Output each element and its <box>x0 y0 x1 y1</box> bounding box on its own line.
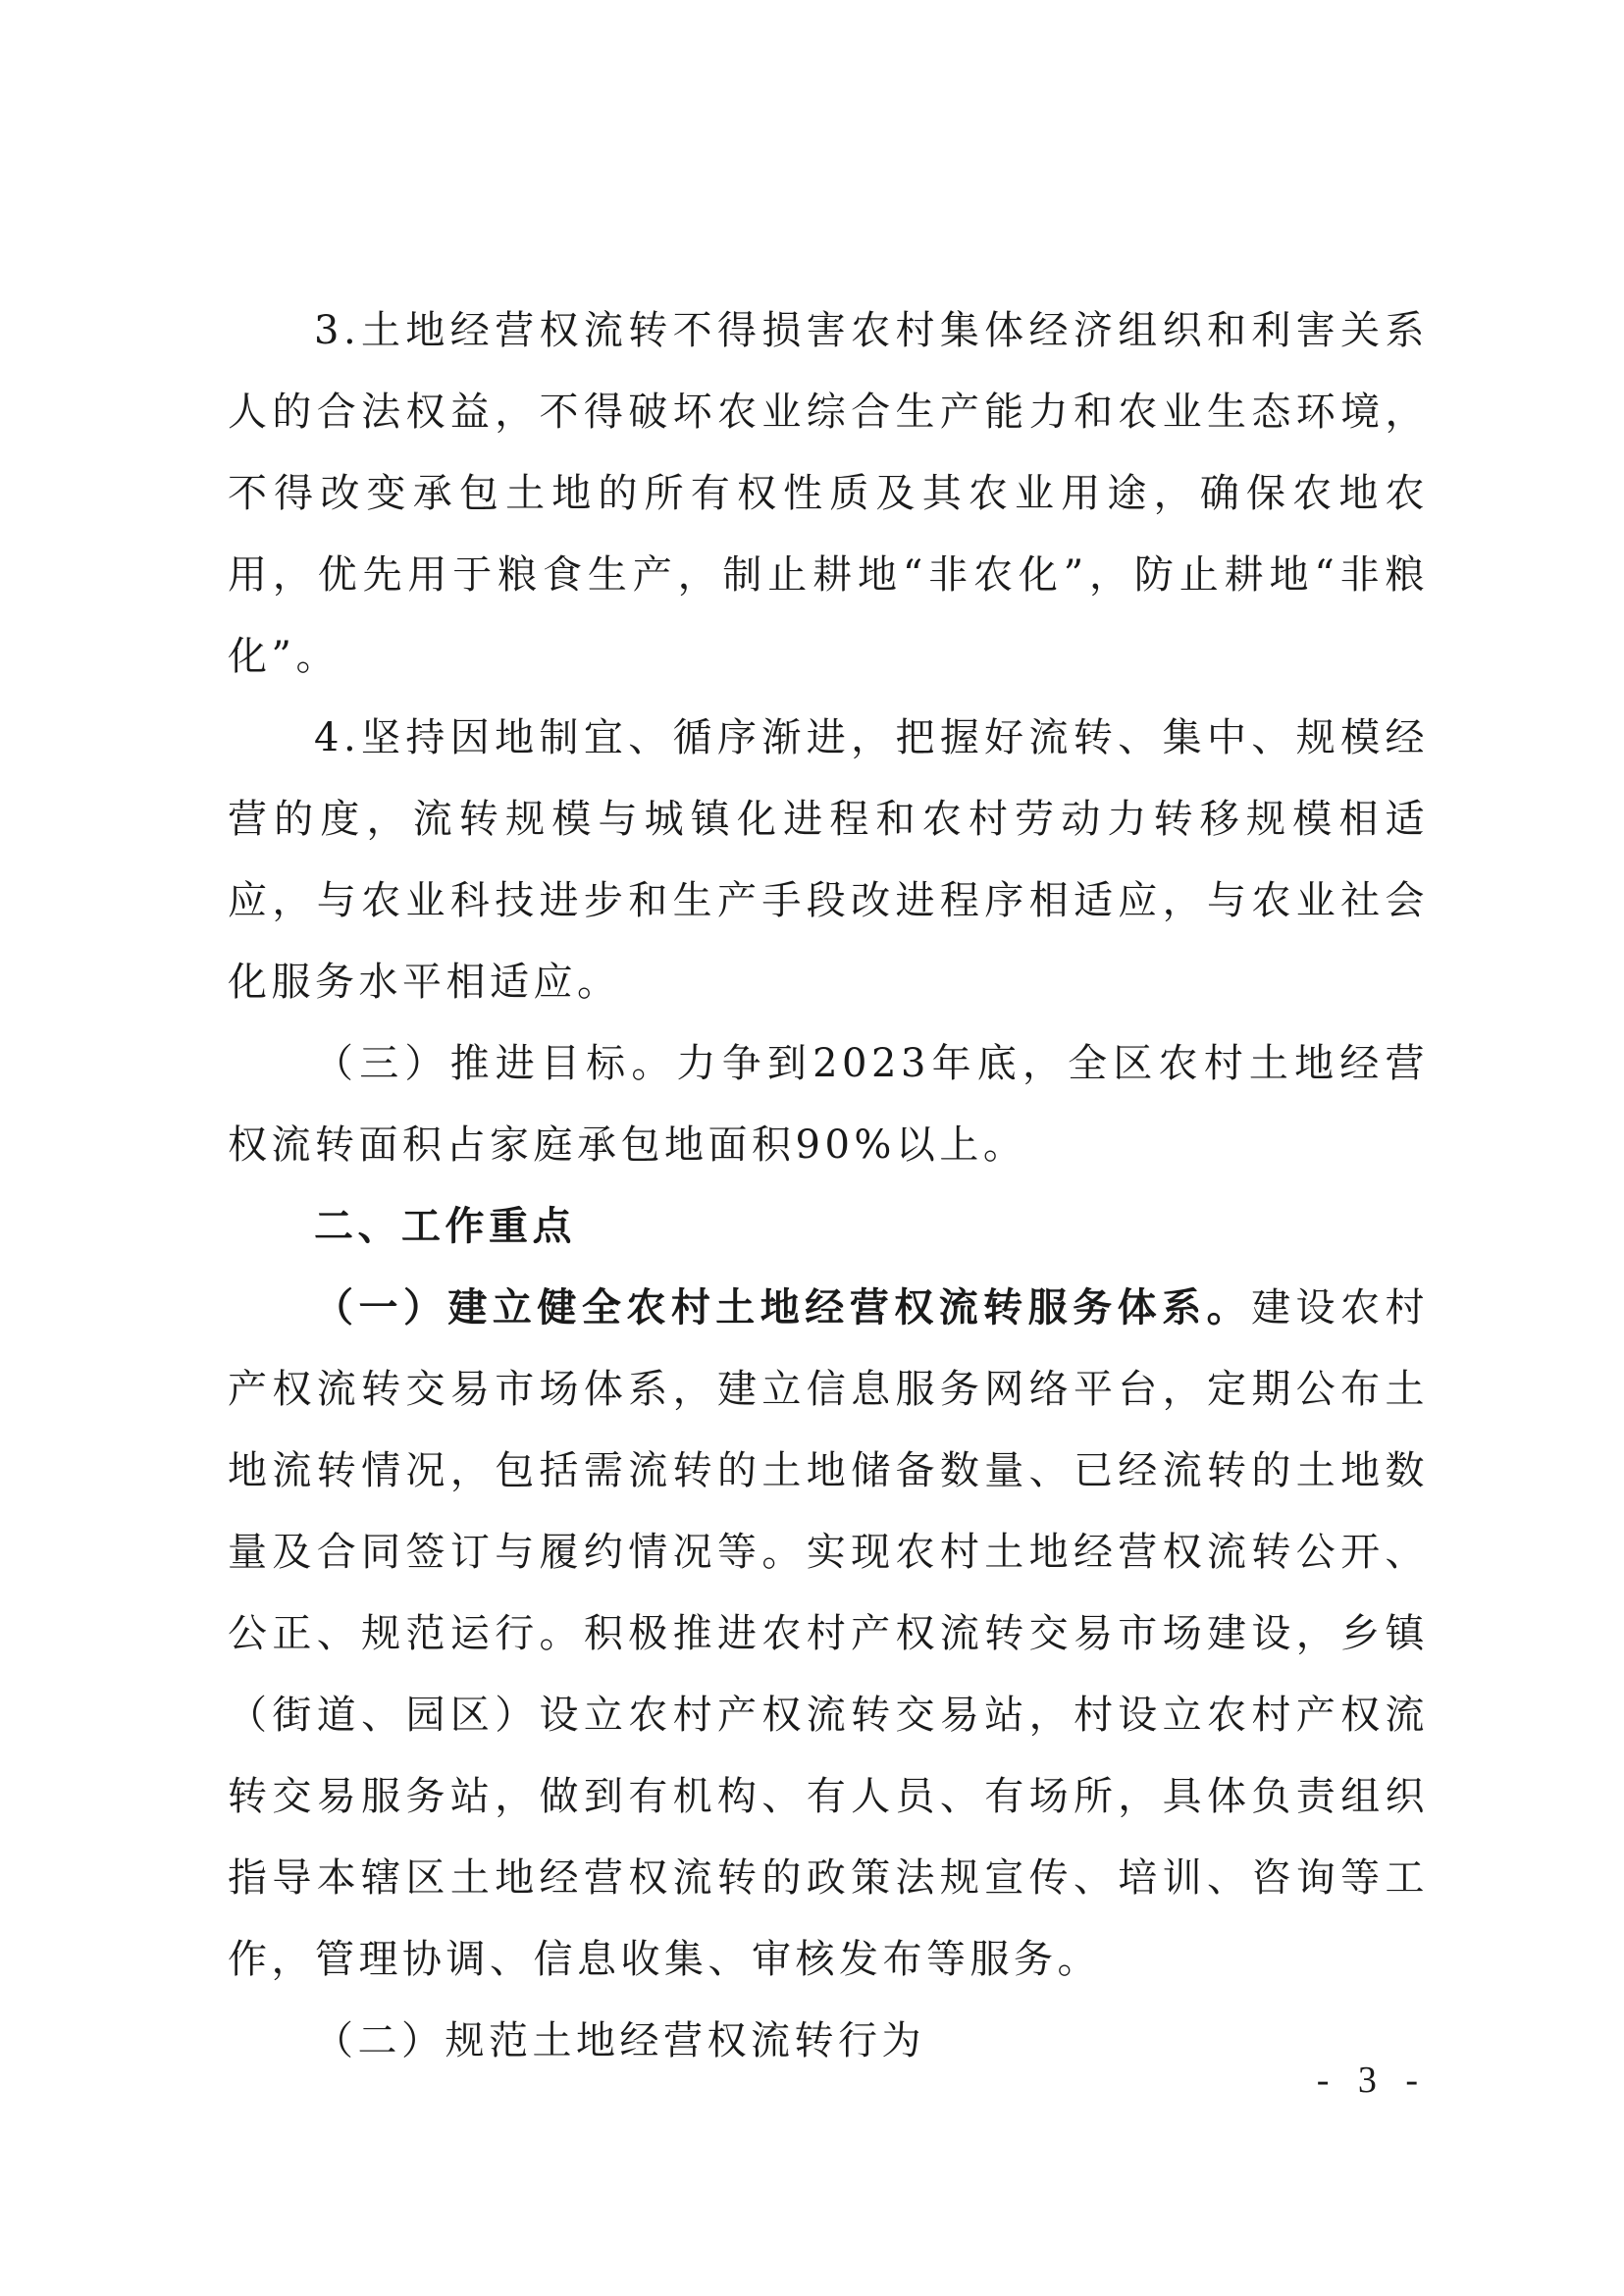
paragraph-4: 4.坚持因地制宜、循序渐进，把握好流转、集中、规模经营的度，流转规模与城镇化进程和农村劳动力转移规模相适应，与农业科技进步和生产手段改进程序相适应，与农业社会化服务水平相适应。 <box>228 715 1429 1005</box>
item-1-lead: （一）建立健全农村土地经营权流转服务体系。 <box>314 1285 1252 1331</box>
item-1-body: 建设农村产权流转交易市场体系，建立信息服务网络平台，定期公布土地流转情况，包括需流转的土地储备数量、已经流转的土地数量及合同签订与履约情况等。实现农村土地经营权流转公开、公正、规范运行。积极推进农村产权流转交易市场建设，乡镇（街道、园区）设立农村产权流转交易站，村设立农村产权流转交易服务站，做到有机构、有人员、有场所，具体负责组织指导本辖区土地经营权流转的政策法规宣传、培训、咨询等工作，管理协调、信息收集、审核发布等服务。 <box>228 1285 1430 1982</box>
section-heading: 二、工作重点 <box>314 1204 576 1249</box>
page-number: - 3 - <box>1316 2060 1428 2101</box>
paragraph-item-1 <box>228 1268 1429 2001</box>
document-body <box>228 290 1429 2082</box>
paragraph-item-2: （二）规范土地经营权流转行为 <box>314 2018 925 2063</box>
paragraph-3: 3.土地经营权流转不得损害农村集体经济组织和利害关系人的合法权益，不得破坏农业综合生产能力和农业生态环境，不得改变承包土地的所有权性质及其农业用途，确保农地农用，优先用于粮食生产，制止耕地“非农化”，防止耕地“非粮化”。 <box>228 308 1429 679</box>
paragraph-target: （三）推进目标。力争到2023年底，全区农村土地经营权流转面积占家庭承包地面积90%以上。 <box>228 1041 1429 1168</box>
